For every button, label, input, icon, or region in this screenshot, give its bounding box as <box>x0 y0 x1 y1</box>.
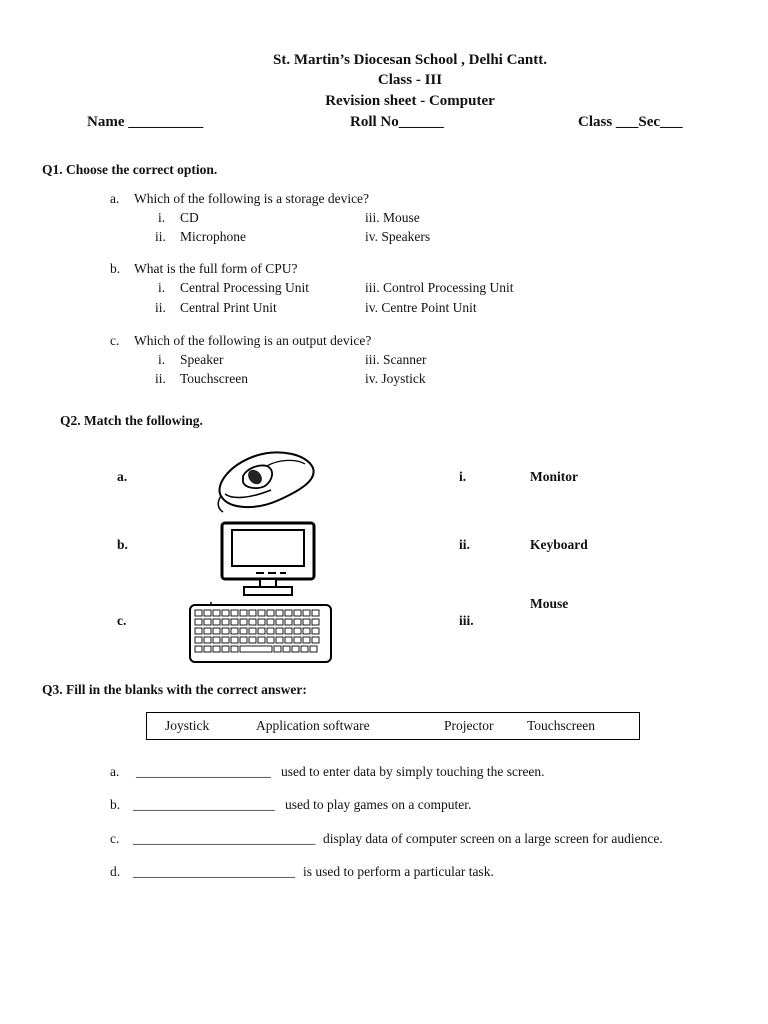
monitor-icon <box>220 521 316 597</box>
keyboard-key <box>195 646 202 652</box>
option-ii: Central Print Unit <box>180 300 277 315</box>
keyboard-key <box>267 619 274 625</box>
name-field: Name __________ <box>87 114 204 130</box>
match-answer: Mouse <box>530 596 569 611</box>
keyboard-key <box>231 646 238 652</box>
option-i: Central Processing Unit <box>180 280 309 295</box>
mouse-icon <box>215 448 317 514</box>
keyboard-key <box>276 610 283 616</box>
keyboard-key <box>249 619 256 625</box>
keyboard-key <box>204 646 211 652</box>
keyboard-key <box>274 646 281 652</box>
q3-title: Q3. Fill in the blanks with the correct answer: <box>42 682 307 697</box>
item-letter: a. <box>110 764 120 779</box>
keyboard-key <box>303 628 310 634</box>
keyboard-key <box>258 619 265 625</box>
keyboard-key <box>249 637 256 643</box>
match-letter: c. <box>117 613 127 628</box>
keyboard-key <box>312 619 319 625</box>
keyboard-key <box>240 646 272 652</box>
option-iii: iii. Mouse <box>365 210 420 225</box>
word-bank <box>146 712 640 740</box>
keyboard-key <box>222 637 229 643</box>
keyboard-key <box>231 637 238 643</box>
keyboard-key <box>213 646 220 652</box>
question-letter: b. <box>110 261 121 276</box>
keyboard-key <box>303 637 310 643</box>
option-numeral: i. <box>158 280 166 295</box>
item-text: used to enter data by simply touching the screen. <box>281 764 545 779</box>
word-bank-item: Projector <box>444 718 494 733</box>
keyboard-key <box>204 628 211 634</box>
keyboard-key <box>294 619 301 625</box>
keyboard-key <box>285 619 292 625</box>
option-numeral: ii. <box>155 371 166 386</box>
keyboard-key <box>204 610 211 616</box>
keyboard-key <box>222 619 229 625</box>
keyboard-icon <box>189 602 333 664</box>
keyboard-key <box>249 628 256 634</box>
keyboard-key <box>294 628 301 634</box>
keyboard-key <box>258 637 265 643</box>
keyboard-key <box>267 610 274 616</box>
item-text: display data of computer screen on a large screen for audience. <box>323 831 663 846</box>
keyboard-key <box>258 610 265 616</box>
option-iv: iv. Speakers <box>365 229 431 244</box>
keyboard-key <box>310 646 317 652</box>
match-answer: Keyboard <box>530 537 588 552</box>
question-text: What is the full form of CPU? <box>134 261 298 276</box>
question-text: Which of the following is an output device? <box>134 333 372 348</box>
keyboard-key <box>240 610 247 616</box>
keyboard-key <box>213 619 220 625</box>
match-numeral: iii. <box>459 613 474 628</box>
match-letter: b. <box>117 537 128 552</box>
roll-no-field: Roll No______ <box>350 114 444 130</box>
option-ii: Microphone <box>180 229 246 244</box>
q2-title: Q2. Match the following. <box>60 413 203 428</box>
match-answer: Monitor <box>530 469 578 484</box>
option-iii: iii. Scanner <box>365 352 427 367</box>
keyboard-key <box>294 610 301 616</box>
keyboard-key <box>204 619 211 625</box>
keyboard-key <box>222 646 229 652</box>
keyboard-key <box>213 610 220 616</box>
keyboard-key <box>285 628 292 634</box>
item-letter: c. <box>110 831 120 846</box>
item-letter: b. <box>110 797 121 812</box>
item-text: used to play games on a computer. <box>285 797 472 812</box>
keyboard-key <box>276 628 283 634</box>
keyboard-key <box>276 619 283 625</box>
option-iv: iv. Centre Point Unit <box>365 300 477 315</box>
keyboard-key <box>195 628 202 634</box>
keyboard-key <box>222 628 229 634</box>
keyboard-key <box>213 637 220 643</box>
keyboard-key <box>231 610 238 616</box>
keyboard-key <box>240 628 247 634</box>
keyboard-key <box>267 628 274 634</box>
option-numeral: ii. <box>155 300 166 315</box>
option-numeral: i. <box>158 210 166 225</box>
option-numeral: ii. <box>155 229 166 244</box>
keyboard-key <box>195 619 202 625</box>
answer-blank[interactable]: ____________________ <box>136 764 271 779</box>
keyboard-key <box>258 628 265 634</box>
keyboard-key <box>312 637 319 643</box>
answer-blank[interactable]: ________________________ <box>133 864 295 879</box>
question-letter: a. <box>110 191 120 206</box>
class-heading: Class - III <box>377 72 443 88</box>
keyboard-key <box>303 610 310 616</box>
keyboard-key <box>303 619 310 625</box>
match-letter: a. <box>117 469 128 484</box>
option-i: Speaker <box>180 352 224 367</box>
q1-title: Q1. Choose the correct option. <box>42 162 218 177</box>
keyboard-key <box>231 619 238 625</box>
word-bank-item: Application software <box>256 718 370 733</box>
keyboard-key <box>285 610 292 616</box>
answer-blank[interactable]: ___________________________ <box>133 831 316 846</box>
item-text: is used to perform a particular task. <box>303 864 494 879</box>
option-iv: iv. Joystick <box>365 371 426 386</box>
keyboard-key <box>249 610 256 616</box>
keyboard-key <box>283 646 290 652</box>
class-section-field: Class ___Sec___ <box>578 114 683 130</box>
keyboard-key <box>195 637 202 643</box>
question-text: Which of the following is a storage device? <box>134 191 370 206</box>
school-name: St. Martin’s Diocesan School , Delhi Cantt. <box>272 52 548 68</box>
option-iii: iii. Control Processing Unit <box>365 280 514 295</box>
question-letter: c. <box>110 333 120 348</box>
keyboard-key <box>231 628 238 634</box>
item-letter: d. <box>110 864 121 879</box>
keyboard-key <box>292 646 299 652</box>
match-numeral: ii. <box>459 537 470 552</box>
keyboard-key <box>240 619 247 625</box>
keyboard-key <box>222 610 229 616</box>
option-numeral: i. <box>158 352 166 367</box>
sheet-title: Revision sheet - Computer <box>325 93 495 109</box>
keyboard-key <box>267 637 274 643</box>
answer-blank[interactable]: _____________________ <box>133 797 275 812</box>
word-bank-item: Joystick <box>165 718 210 733</box>
keyboard-key <box>276 637 283 643</box>
keyboard-key <box>312 610 319 616</box>
keyboard-key <box>294 637 301 643</box>
keyboard-key <box>312 628 319 634</box>
keyboard-key <box>195 610 202 616</box>
keyboard-key <box>213 628 220 634</box>
option-i: CD <box>180 210 199 225</box>
keyboard-key <box>301 646 308 652</box>
word-bank-item: Touchscreen <box>527 718 596 733</box>
keyboard-key <box>240 637 247 643</box>
match-numeral: i. <box>459 469 467 484</box>
option-ii: Touchscreen <box>180 371 249 386</box>
keyboard-key <box>204 637 211 643</box>
keyboard-key <box>285 637 292 643</box>
